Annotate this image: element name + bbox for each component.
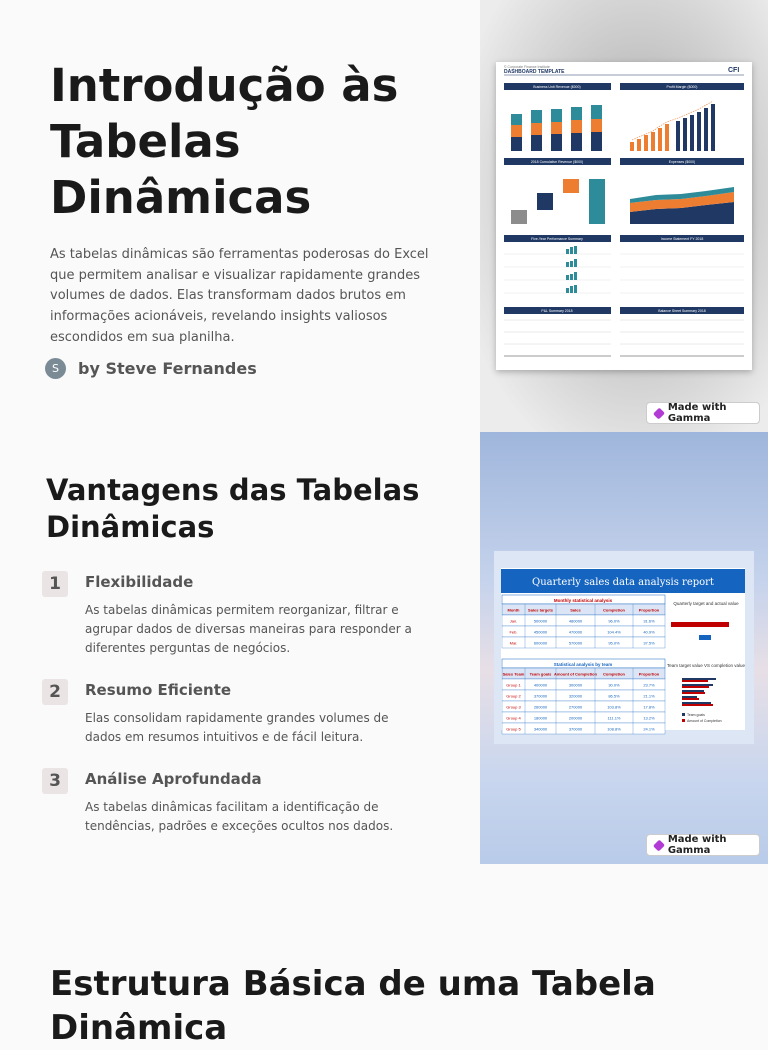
table-header-cell: Completion — [603, 607, 625, 613]
table-row — [502, 615, 665, 626]
intro-paragraph: As tabelas dinâmicas são ferramentas poderosas do Excel que permitem analisar e visualizar rapidamente grandes volumes de dados. Elas transformam dados brutos em informações acionáveis, revelando insights valiosos escondidos em sua planilha. — [50, 247, 429, 345]
legend-label: Amount of Completion — [687, 719, 722, 723]
cfi-logo: CFI — [728, 67, 740, 74]
income-statement-rows — [620, 254, 744, 293]
cumulative-revenue-waterfall — [511, 179, 605, 224]
report-header: Quarterly sales data analysis report — [532, 577, 714, 588]
avatar[interactable]: S — [45, 358, 66, 379]
table-header-cell: Sales Team — [502, 671, 525, 677]
table-cell: 21.1% — [643, 693, 655, 699]
table-cell: 270000 — [568, 704, 583, 710]
table-cell: 95.0% — [608, 640, 620, 646]
gamma-icon — [653, 407, 665, 419]
table-cell: 103.8% — [607, 704, 621, 710]
table-row — [502, 637, 665, 648]
table-header-cell: Amount of Completion — [553, 671, 598, 677]
panel-title: 2018 Cumulative Revenue ($000) — [530, 160, 584, 164]
panel-title: Balance Sheet Summary 2018 — [658, 309, 706, 313]
table-cell: 17.8% — [643, 704, 655, 710]
page-title: Introdução às Tabelas Dinâmicas — [50, 59, 399, 224]
dashboard-brand: © Corporate Finance Institute — [504, 65, 550, 69]
table-cell: 104.4% — [607, 629, 621, 635]
table-header-cell: Team goals — [529, 671, 552, 677]
expenses-area-chart — [630, 187, 734, 224]
dashboard-graphic — [496, 62, 752, 370]
item-title: Resumo Eficiente — [85, 681, 232, 699]
panel-title: P&L Summary 2018 — [541, 309, 573, 313]
table-cell: 400000 — [533, 682, 548, 688]
team-table — [502, 668, 665, 734]
intro-image-panel — [480, 0, 768, 432]
table-cell: 260000 — [533, 704, 548, 710]
gamma-badge-label: Made with Gamma — [667, 834, 727, 856]
table-cell: 23.7% — [643, 682, 655, 688]
table-cell: Group 4 — [506, 715, 521, 721]
table-cell: 300000 — [568, 682, 583, 688]
sales-report-graphic — [494, 551, 754, 744]
slide-intro — [0, 0, 768, 432]
table-cell: Group 1 — [506, 682, 521, 688]
table-cell: 37.5% — [643, 640, 655, 646]
advantages-image-panel — [480, 432, 768, 864]
table-cell: 31.6% — [643, 618, 655, 624]
table-cell: 340000 — [533, 726, 548, 732]
table-row — [502, 690, 665, 701]
table-cell: 111.1% — [607, 715, 621, 721]
monthly-title: Monthly statistical analysis — [553, 598, 613, 603]
table-row — [502, 679, 665, 690]
table-cell: Group 2 — [506, 693, 521, 699]
table-cell: 480000 — [568, 618, 583, 624]
side-chart-title: Quarterly target and actual value — [673, 601, 739, 606]
team-title: Statistical analysis by team — [553, 662, 613, 667]
slide-structure — [0, 864, 768, 1048]
table-cell: 600000 — [533, 640, 548, 646]
item-description: As tabelas dinâmicas permitem reorganizar, filtrar e agrupar dados de diversas maneiras para responder a diferentes perguntas de negócios. — [85, 603, 412, 655]
table-header-cell: Completion — [603, 671, 625, 677]
section-title: Vantagens das Tabelas Dinâmicas — [46, 473, 420, 544]
table-cell: 500000 — [533, 618, 548, 624]
table-header-cell: Sales targets — [528, 607, 553, 613]
panel-title: Profit Margin ($000) — [666, 85, 698, 89]
table-cell: 200000 — [568, 715, 583, 721]
table-cell: 108.8% — [607, 726, 621, 732]
made-with-gamma-badge[interactable] — [646, 402, 760, 424]
panel-title: Five-Year Performance Summary — [531, 237, 583, 241]
profit-margin-bars — [630, 101, 715, 151]
table-cell: 24.1% — [643, 726, 655, 732]
performance-summary-rows — [504, 246, 611, 293]
table-cell: Feb. — [509, 629, 518, 635]
item-description: As tabelas dinâmicas facilitam a identificação de tendências, padrões e exceções ocultos nos dados. — [85, 800, 394, 833]
table-cell: Group 3 — [506, 704, 521, 710]
gamma-icon — [653, 839, 665, 851]
table-cell: 13.2% — [643, 715, 655, 721]
gamma-badge-label: Made with Gamma — [667, 402, 727, 424]
panel-title: Income Statement FY 2018 — [660, 237, 704, 241]
side-chart-title: Team target value VS completion value — [666, 663, 746, 668]
table-cell: 470000 — [568, 629, 583, 635]
table-cell: Jan. — [509, 618, 518, 624]
author-name: by Steve Fernandes — [78, 359, 257, 378]
table-cell: Group 5 — [506, 726, 521, 732]
panel-title: Business Unit Revenue ($000) — [533, 85, 581, 89]
author-byline — [45, 358, 257, 379]
advantages-text-panel — [0, 432, 480, 864]
table-cell: 320000 — [568, 693, 583, 699]
business-unit-bars — [511, 105, 602, 151]
intro-text-panel — [0, 0, 480, 432]
table-cell: 370000 — [568, 726, 583, 732]
section-title: Estrutura Básica de uma Tabela Dinâmica — [50, 964, 656, 1048]
table-header-cell: Sales — [570, 607, 581, 613]
item-number: 2 — [42, 679, 68, 705]
item-description: Elas consolidam rapidamente grandes volumes de dados em resumos intuitivos e de fácil leitura. — [85, 711, 389, 744]
legend-label: Team goals — [687, 713, 705, 717]
table-header-cell: Proportion — [638, 671, 660, 677]
slide-advantages — [0, 432, 768, 864]
item-title: Análise Aprofundada — [85, 770, 262, 788]
monthly-table — [502, 604, 665, 648]
table-cell: 40.9% — [643, 629, 655, 635]
item-number: 3 — [42, 768, 68, 794]
summary-table-lines — [504, 320, 744, 356]
sales-report-image — [494, 551, 754, 744]
table-row — [502, 723, 665, 734]
table-row — [502, 626, 665, 637]
table-cell: 180000 — [533, 715, 548, 721]
table-row — [502, 712, 665, 723]
table-row — [502, 701, 665, 712]
table-cell: 30.0% — [608, 682, 620, 688]
table-header-cell: Month — [507, 607, 520, 613]
dashboard-image — [496, 62, 752, 370]
table-cell: Mar. — [509, 640, 518, 646]
table-cell: 370000 — [533, 693, 548, 699]
dashboard-heading: DASHBOARD TEMPLATE — [504, 69, 565, 75]
item-number: 1 — [42, 571, 68, 597]
table-cell: 86.5% — [608, 693, 620, 699]
table-header-cell: Proportion — [638, 607, 660, 613]
table-cell: 96.0% — [608, 618, 620, 624]
made-with-gamma-badge[interactable] — [646, 834, 760, 856]
table-cell: 450000 — [533, 629, 548, 635]
panel-title: Expenses ($000) — [668, 160, 696, 164]
item-title: Flexibilidade — [85, 573, 194, 591]
table-cell: 570000 — [568, 640, 583, 646]
